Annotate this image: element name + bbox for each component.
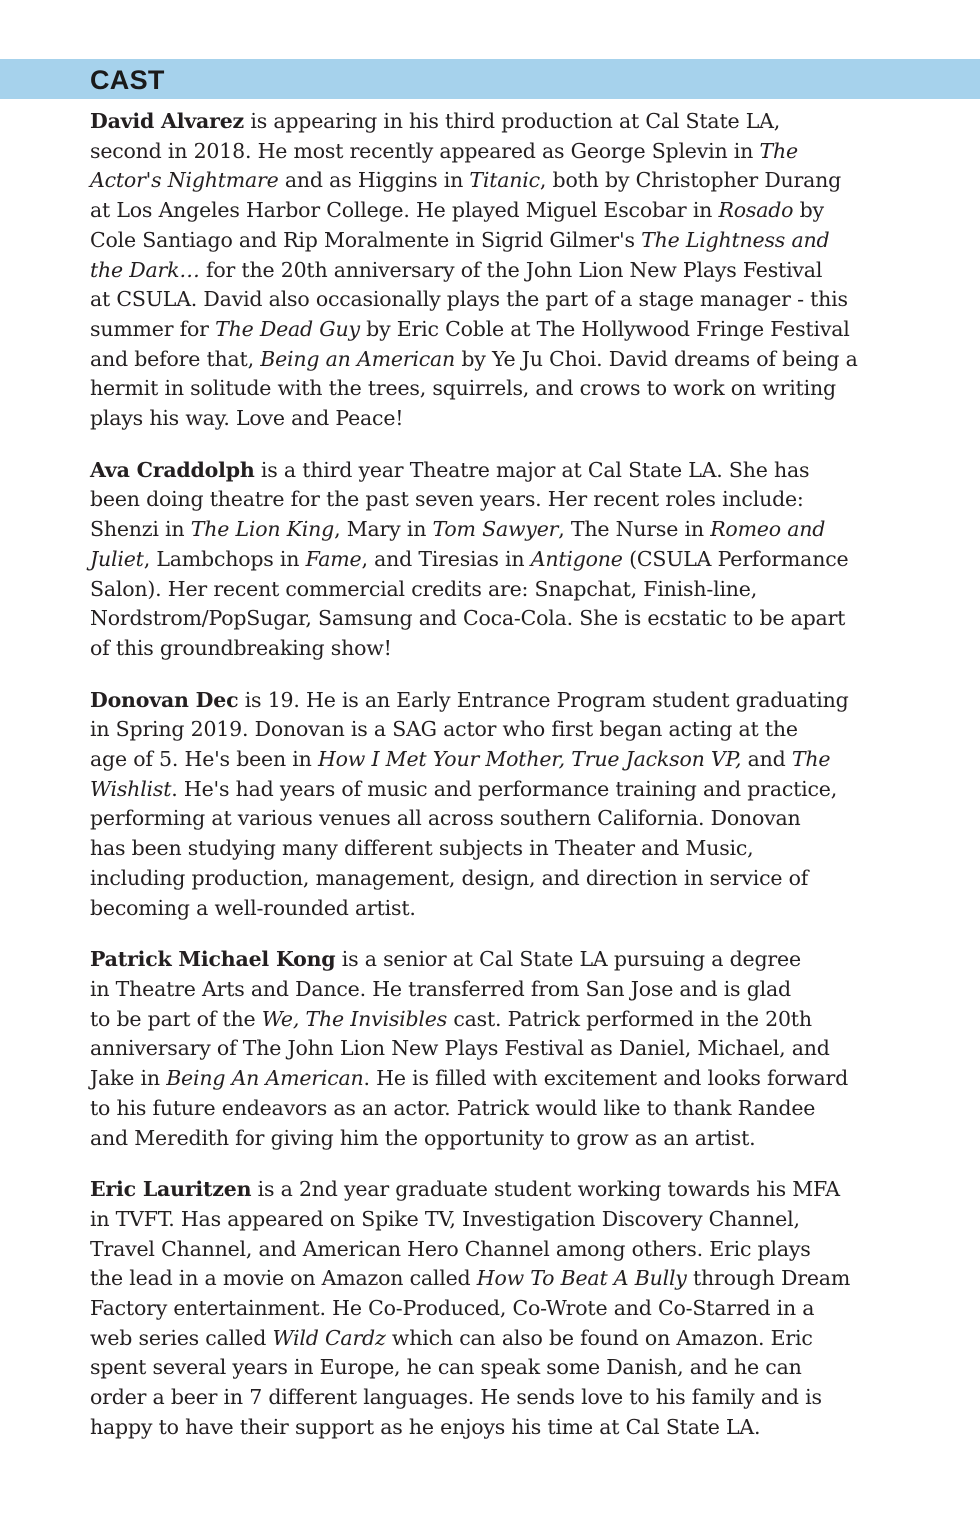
- bio-line: [90, 575, 905, 605]
- work-title: The Dead Guy: [215, 316, 360, 341]
- bio-text: Cole Santiago and Rip Moralmente in Sigrid Gilmer's: [90, 227, 642, 252]
- bio-line: [90, 745, 905, 775]
- bio-text: the lead in a movie on Amazon called: [90, 1266, 477, 1291]
- bio-text: is appearing in his third production at Cal State LA,: [250, 109, 781, 133]
- cast-member-name: David Alvarez: [90, 109, 245, 133]
- work-title: Fame: [305, 546, 362, 571]
- bio-line: [90, 545, 905, 575]
- bio-text: been doing theatre for the past seven years. Her recent roles include:: [90, 487, 804, 512]
- bio-line: [90, 1413, 905, 1443]
- bio-text: in Spring 2019. Donovan is a SAG actor who first began acting at the: [90, 717, 798, 742]
- bio-text: , Lambchops in: [143, 546, 306, 571]
- bio-text: of this groundbreaking show!: [90, 635, 392, 660]
- bio-line: [90, 975, 905, 1005]
- bio-text: is 19. He is an Early Entrance Program student graduating: [244, 687, 849, 712]
- bio-text: is a senior at Cal State LA pursuing a degree: [341, 947, 801, 972]
- bio-text: Nordstrom/PopSugar, Samsung and Coca-Cola. She is ecstatic to be apart: [90, 606, 846, 631]
- work-title: Being an American: [260, 346, 456, 371]
- bio-text: cast. Patrick performed in the 20th: [447, 1006, 812, 1031]
- work-title: Antigone: [530, 546, 623, 571]
- bio-text: anniversary of The John Lion New Plays Festival as Daniel, Michael, and: [90, 1036, 830, 1061]
- bio-line: [90, 1324, 905, 1354]
- bio-text: happy to have their support as he enjoys his time at Cal State LA.: [90, 1414, 761, 1439]
- bio-line: [90, 945, 905, 975]
- cast-bio: [90, 1175, 905, 1442]
- bio-text: performing at various venues all across southern California. Donovan: [90, 806, 801, 831]
- bio-line: [90, 515, 905, 545]
- bio-line: [90, 404, 905, 434]
- work-title: Tom Sawyer: [432, 517, 559, 542]
- bio-text: Jake in: [90, 1066, 167, 1091]
- bio-text: age of 5. He's been in: [90, 747, 318, 772]
- work-title: We, The Invisibles: [261, 1006, 448, 1031]
- bio-text: , and Tiresias in: [361, 546, 531, 571]
- bio-text: by: [793, 198, 824, 223]
- bio-line: [90, 345, 905, 375]
- bio-line: [90, 715, 905, 745]
- bio-line: [90, 485, 905, 515]
- bio-text: to be part of the: [90, 1006, 262, 1031]
- work-title: The: [759, 138, 798, 163]
- cast-bio: [90, 945, 905, 1153]
- work-title: Titanic: [469, 168, 540, 193]
- bio-text: Travel Channel, and American Hero Channel among others. Eric plays: [90, 1236, 811, 1261]
- bio-text: through Dream: [686, 1266, 851, 1291]
- bio-line: [90, 804, 905, 834]
- bio-line: [90, 1294, 905, 1324]
- bio-text: Shenzi in: [90, 517, 191, 542]
- bio-text: . He's had years of music and performance training and practice,: [171, 776, 838, 801]
- bio-line: [90, 604, 905, 634]
- bio-line: [90, 864, 905, 894]
- bio-line: [90, 1124, 905, 1154]
- bio-line: [90, 196, 905, 226]
- bio-text: becoming a well-rounded artist.: [90, 895, 416, 920]
- bio-line: [90, 1264, 905, 1294]
- bio-text: , The Nurse in: [558, 517, 711, 542]
- bio-text: which can also be found on Amazon. Eric: [385, 1325, 813, 1350]
- work-title: The Lion King: [190, 517, 335, 542]
- bio-text: spent several years in Europe, he can speak some Danish, and he can: [90, 1355, 802, 1380]
- work-title: Juliet: [90, 546, 144, 571]
- bio-line: [90, 1205, 905, 1235]
- bio-text: and as Higgins in: [278, 168, 470, 193]
- bio-text: including production, management, design, and direction in service of: [90, 865, 809, 890]
- bio-line: [90, 285, 905, 315]
- cast-member-name: Ava Craddolph: [90, 457, 255, 482]
- bio-text: order a beer in 7 different languages. He sends love to his family and is: [90, 1385, 822, 1410]
- cast-bio: [90, 456, 905, 664]
- bio-line: [90, 374, 905, 404]
- bio-text: and: [741, 747, 792, 772]
- bio-line: [90, 256, 905, 286]
- bio-text: , both by Christopher Durang: [539, 168, 842, 193]
- bio-text: hermit in solitude with the trees, squirrels, and crows to work on writing: [90, 376, 836, 401]
- bio-line: [90, 107, 905, 137]
- bio-text: by Eric Coble at The Hollywood Fringe Festival: [359, 316, 850, 341]
- work-title: The Lightness and: [641, 227, 830, 252]
- work-title: the Dark…: [90, 257, 200, 282]
- bio-text: web series called: [90, 1325, 273, 1350]
- cast-member-name: Patrick Michael Kong: [90, 947, 336, 972]
- bio-text: summer for: [90, 316, 216, 341]
- work-title: The: [791, 747, 831, 772]
- bio-line: [90, 634, 905, 664]
- bio-text: in TVFT. Has appeared on Spike TV, Investigation Discovery Channel,: [90, 1206, 800, 1231]
- cast-bio: [90, 107, 905, 434]
- bio-line: [90, 1353, 905, 1383]
- bio-line: [90, 834, 905, 864]
- bio-text: in Theatre Arts and Dance. He transferred from San Jose and is glad: [90, 976, 791, 1001]
- bio-line: [90, 1034, 905, 1064]
- work-title: How I Met Your Mother, True Jackson VP,: [317, 747, 742, 772]
- work-title: Wild Cardz: [272, 1325, 386, 1350]
- bio-text: second in 2018. He most recently appeared as George Splevin in: [90, 138, 760, 163]
- bio-text: is a 2nd year graduate student working towards his MFA: [257, 1177, 840, 1202]
- bio-text: to his future endeavors as an actor. Patrick would like to thank Randee: [90, 1095, 816, 1120]
- bio-line: [90, 226, 905, 256]
- bio-line: [90, 456, 905, 486]
- bio-line: [90, 166, 905, 196]
- bio-text: has been studying many different subjects in Theater and Music,: [90, 836, 754, 861]
- bio-text: . He is filled with excitement and looks forward: [363, 1066, 848, 1091]
- cast-member-name: Donovan Dec: [90, 687, 239, 712]
- bio-text: Salon). Her recent commercial credits are: Snapchat, Finish-line,: [90, 576, 758, 601]
- work-title: Romeo and: [710, 517, 826, 542]
- bio-text: at CSULA. David also occasionally plays the part of a stage manager - this: [90, 287, 848, 312]
- bio-text: by Ye Ju Choi. David dreams of being a: [455, 346, 858, 371]
- bio-line: [90, 775, 905, 805]
- bio-text: for the 20th anniversary of the John Lion New Plays Festival: [199, 257, 823, 282]
- bio-line: [90, 1175, 905, 1205]
- bio-text: and Meredith for giving him the opportunity to grow as an artist.: [90, 1125, 756, 1150]
- bio-text: is a third year Theatre major at Cal State LA. She has: [260, 457, 810, 482]
- section-title: CAST: [90, 65, 165, 95]
- bio-line: [90, 894, 905, 924]
- bio-line: [90, 1005, 905, 1035]
- bio-text: , Mary in: [334, 517, 433, 542]
- bio-line: [90, 1383, 905, 1413]
- cast-member-name: Eric Lauritzen: [90, 1177, 252, 1202]
- bio-line: [90, 1094, 905, 1124]
- bio-text: at Los Angeles Harbor College. He played Miguel Escobar in: [90, 198, 719, 223]
- work-title: Being An American: [166, 1066, 364, 1091]
- work-title: Rosado: [718, 198, 794, 223]
- bio-line: [90, 1064, 905, 1094]
- bio-text: Factory entertainment. He Co-Produced, Co-Wrote and Co-Starred in a: [90, 1296, 815, 1321]
- work-title: How To Beat A Bully: [476, 1266, 687, 1291]
- bio-line: [90, 686, 905, 716]
- bio-text: and before that,: [90, 346, 261, 371]
- bio-text: (CSULA Performance: [622, 546, 849, 571]
- work-title: Actor's Nightmare: [90, 168, 279, 193]
- cast-bio: [90, 686, 905, 924]
- bio-text: plays his way. Love and Peace!: [90, 406, 404, 431]
- work-title: Wishlist: [90, 776, 172, 801]
- bio-line: [90, 315, 905, 345]
- bio-line: [90, 137, 905, 167]
- bio-line: [90, 1235, 905, 1265]
- cast-bios: [90, 107, 905, 1465]
